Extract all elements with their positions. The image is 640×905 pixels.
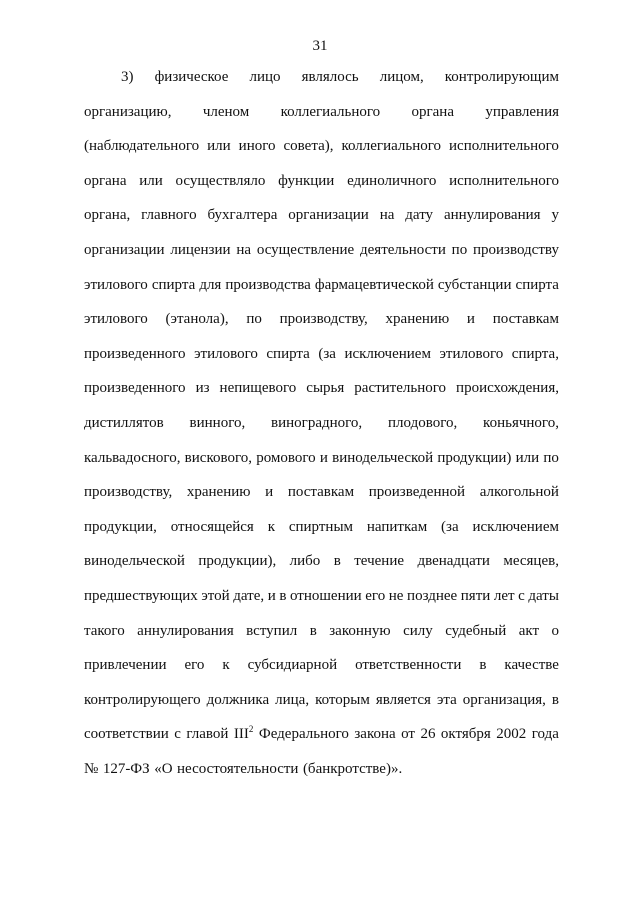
text-word: течение <box>354 553 405 570</box>
text-word: осуществление <box>256 241 355 258</box>
text-line <box>84 586 559 621</box>
text-word: поставкам <box>492 311 559 328</box>
text-word: дистиллятов <box>84 414 164 431</box>
text-word: отношении <box>290 587 362 604</box>
text-word: аннулирования <box>443 207 541 224</box>
text-word: 2002 <box>496 726 527 743</box>
text-word: деятельности <box>360 241 446 258</box>
text-word: позднее <box>407 587 458 604</box>
text-line <box>84 759 559 794</box>
text-word: с <box>518 587 525 604</box>
text-word: у <box>551 207 559 224</box>
text-word: организации <box>84 241 165 258</box>
text-word: управления <box>485 103 559 120</box>
text-word: лет <box>493 587 515 604</box>
text-word: 127-ФЗ <box>102 760 150 777</box>
text-word: относящейся <box>170 518 254 535</box>
text-word: коньячного, <box>483 414 559 431</box>
text-word: спиртным <box>288 518 354 535</box>
text-word: такого <box>84 622 125 639</box>
text-word: продукции) <box>437 449 512 466</box>
text-word: в <box>309 622 317 639</box>
text-word: 26 <box>420 726 436 743</box>
text-word: пяти <box>460 587 491 604</box>
text-word: соответствии <box>84 726 169 743</box>
text-word: происхождения, <box>456 380 559 397</box>
text-word: года <box>531 726 559 743</box>
text-word: 3) <box>121 69 134 85</box>
text-word: алкогольной <box>479 484 559 501</box>
text-word: и <box>466 311 475 328</box>
text-word: исключением <box>344 345 431 362</box>
text-word: закона <box>354 726 396 743</box>
text-word: поставкам <box>287 484 355 501</box>
text-word: субстанции <box>437 276 512 293</box>
text-line <box>84 378 559 413</box>
text-word: производству, <box>84 484 173 501</box>
text-word: (этанола), <box>165 311 229 328</box>
text-word: этилового <box>84 311 148 328</box>
text-word: произведенного <box>84 380 186 397</box>
text-word: в <box>279 587 287 604</box>
text-word: предшествующих <box>84 587 198 604</box>
text-word: спирта <box>515 276 559 293</box>
text-word: винного, <box>189 414 246 431</box>
text-word: является <box>375 691 431 708</box>
text-word: для <box>199 276 222 293</box>
text-word: производства <box>225 276 311 293</box>
text-word: лицо <box>249 69 281 85</box>
text-line <box>84 655 559 690</box>
text-word: контролирующего <box>84 691 201 708</box>
text-line <box>84 690 559 725</box>
text-word: продукции), <box>198 553 277 570</box>
text-word: дате, <box>233 587 265 604</box>
text-word: единоличного <box>347 172 437 189</box>
text-word: функции <box>278 172 335 189</box>
text-word: коллегиального <box>280 103 381 120</box>
text-word: субсидиарной <box>247 657 338 674</box>
text-word: (наблюдательного <box>84 138 200 155</box>
text-word: спирта <box>151 276 196 293</box>
text-word: по <box>543 449 559 466</box>
text-word: судебный <box>445 622 507 639</box>
text-word: (банкротстве)». <box>302 760 403 777</box>
text-word: непищевого <box>219 380 297 397</box>
text-word: месяцев, <box>503 553 559 570</box>
text-line <box>84 551 559 586</box>
text-word: спирта <box>266 345 310 362</box>
text-word: главой <box>186 726 229 743</box>
text-word: совета), <box>283 138 334 155</box>
text-word: исполнительного <box>449 138 559 155</box>
text-word: винодельческой <box>332 449 434 466</box>
text-word: спирта, <box>511 345 559 362</box>
text-word: ответственности <box>355 657 462 674</box>
text-line <box>84 621 559 656</box>
text-word: октября <box>440 726 491 743</box>
text-word: плодового, <box>388 414 458 431</box>
text-word: по <box>246 311 262 328</box>
text-line <box>84 344 559 379</box>
text-word: и <box>267 587 276 604</box>
text-word: сырья <box>306 380 345 397</box>
text-word: законную <box>329 622 391 639</box>
text-word: продукции, <box>84 518 157 535</box>
text-word: с <box>174 726 181 743</box>
text-word: о <box>551 622 559 639</box>
text-word: акт <box>518 622 540 639</box>
text-word: исключением <box>472 518 559 535</box>
text-word: членом <box>202 103 250 120</box>
text-line <box>84 517 559 552</box>
text-word: привлечении <box>84 657 167 674</box>
text-word: Федерального <box>258 726 349 743</box>
text-word: кальвадосного, <box>84 449 181 466</box>
text-word: двенадцати <box>417 553 490 570</box>
text-word: этилового <box>84 276 148 293</box>
text-word: производству <box>473 241 559 258</box>
text-word: осуществляло <box>175 172 266 189</box>
text-word: в <box>333 553 341 570</box>
text-word: аннулирования <box>137 622 234 639</box>
text-word: исполнительного <box>449 172 559 189</box>
text-word: (за <box>441 518 459 535</box>
text-line <box>84 309 559 344</box>
text-word: организацию, <box>84 103 172 120</box>
text-line <box>84 102 559 137</box>
text-word: винодельческой <box>84 553 185 570</box>
text-word: виноградного, <box>271 414 363 431</box>
text-line <box>84 275 559 310</box>
text-word: либо <box>289 553 321 570</box>
text-word: на <box>236 241 252 258</box>
text-word: вступил <box>246 622 298 639</box>
text-word: растительного <box>354 380 447 397</box>
text-word: организация, <box>462 691 546 708</box>
text-line <box>84 413 559 448</box>
text-word: качестве <box>504 657 559 674</box>
text-word: бухгалтера <box>207 207 278 224</box>
text-word: или <box>207 138 231 155</box>
text-word: в <box>479 657 487 674</box>
text-word: должника <box>206 691 270 708</box>
text-word: хранению <box>186 484 251 501</box>
text-word: эта <box>436 691 457 708</box>
text-word: ромового <box>256 449 316 466</box>
text-word: контролирующим <box>444 69 559 85</box>
text-word: этилового <box>439 345 504 362</box>
text-word: и <box>319 449 328 466</box>
text-word: коллегиального <box>341 138 442 155</box>
text-line <box>84 240 559 275</box>
text-word: этой <box>201 587 230 604</box>
text-word: дату <box>405 207 434 224</box>
text-word: «О <box>154 760 173 777</box>
text-word: произведенной <box>368 484 466 501</box>
text-word: напиткам <box>366 518 428 535</box>
text-word: которым <box>315 691 370 708</box>
text-word: этилового <box>194 345 258 362</box>
text-word: являлось <box>301 69 359 85</box>
text-word: № <box>84 760 99 777</box>
text-word: хранению <box>385 311 450 328</box>
text-word: к <box>267 518 275 535</box>
text-word: силу <box>403 622 433 639</box>
text-word: фармацевтической <box>314 276 434 293</box>
text-word: вискового, <box>184 449 252 466</box>
text-word: органа <box>411 103 454 120</box>
text-line <box>84 448 559 483</box>
text-word: его <box>365 587 386 604</box>
text-word: из <box>195 380 210 397</box>
text-word: лицензии <box>170 241 231 258</box>
text-word: или <box>515 449 540 466</box>
text-line <box>84 136 559 171</box>
text-word: главного <box>141 207 197 224</box>
text-word: и <box>265 484 274 501</box>
text-word: физическое <box>154 69 229 85</box>
text-word: лицом, <box>379 69 424 85</box>
text-word: в <box>551 691 559 708</box>
text-word: не <box>388 587 404 604</box>
text-word: иного <box>238 138 276 155</box>
text-word: по <box>451 241 468 258</box>
text-word: III$^2$ <box>233 724 254 743</box>
text-word: на <box>379 207 395 224</box>
text-word: органа <box>84 172 127 189</box>
text-word: даты <box>528 587 559 604</box>
chapter-superscript: 2 <box>248 724 254 735</box>
text-word: производству, <box>279 311 368 328</box>
body-text <box>84 67 559 793</box>
text-line <box>84 482 559 517</box>
text-word: лица, <box>275 691 310 708</box>
text-line <box>84 67 559 102</box>
text-word: или <box>139 172 163 189</box>
text-line <box>84 171 559 206</box>
text-word: органа, <box>84 207 131 224</box>
text-word: (за <box>318 345 336 362</box>
text-word: от <box>401 726 415 743</box>
text-line <box>84 724 559 759</box>
text-word: несостоятельности <box>177 760 299 777</box>
text-line <box>84 205 559 240</box>
text-word: к <box>222 657 230 674</box>
text-word: его <box>184 657 205 674</box>
page-number: 31 <box>312 38 328 54</box>
text-word: организации <box>288 207 369 224</box>
text-word: произведенного <box>84 345 186 362</box>
